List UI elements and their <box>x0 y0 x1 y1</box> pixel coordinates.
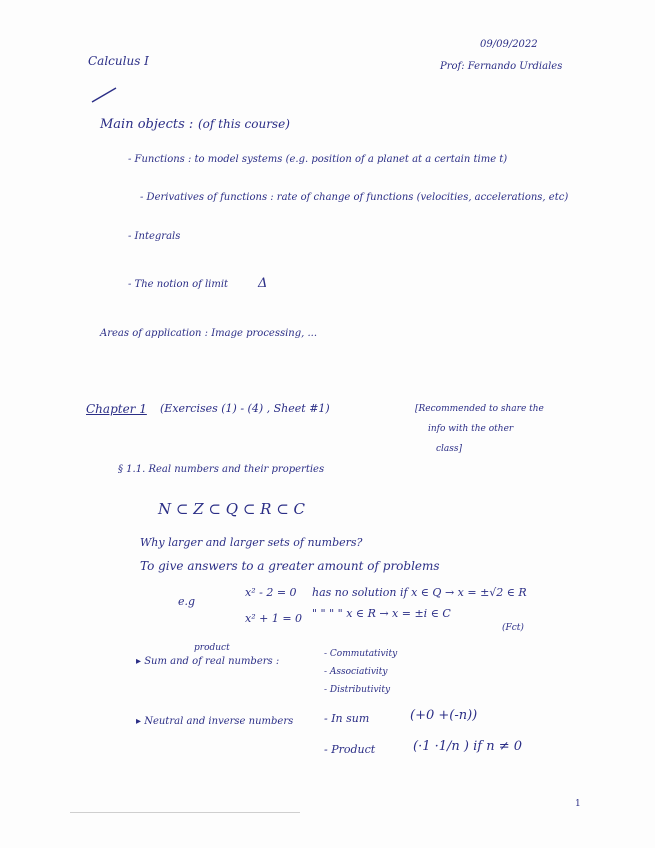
recommendation-line-1: [Recommended to share the <box>415 404 544 414</box>
main-objects-title: Main objects : <box>100 117 194 132</box>
property-distributivity: - Distributivity <box>324 685 391 695</box>
professor-name: Prof: Fernando Urdiales <box>440 61 563 72</box>
why-question: Why larger and larger sets of numbers? <box>140 536 363 549</box>
number-sets-chain: N ⊂ Z ⊂ Q ⊂ R ⊂ C <box>158 500 306 518</box>
main-objects-subtitle: (of this course) <box>198 117 290 131</box>
equation-1-right: has no solution if x ∈ Q → x = ±√2 ∈ R <box>312 586 527 599</box>
property-commutativity: - Commutativity <box>324 649 398 659</box>
recommendation-line-2: info with the other <box>428 424 514 434</box>
pen-stroke-mark <box>90 86 120 106</box>
equation-2-right: " " " " x ∈ R → x = ±i ∈ C <box>312 607 451 620</box>
item-derivatives: - Derivatives of functions : rate of change of functions (velocities, accelerations, etc) <box>140 192 569 203</box>
example-label: e.g <box>178 595 196 608</box>
neutral-inverse-label: ▸ Neutral and inverse numbers <box>136 716 294 727</box>
equation-1-left: x² - 2 = 0 <box>245 586 297 599</box>
item-functions: - Functions : to model systems (e.g. position of a planet at a certain time t) <box>128 154 508 165</box>
sum-product-label: ▸ Sum and of real numbers : <box>136 656 280 667</box>
equation-2-left: x² + 1 = 0 <box>245 612 303 625</box>
in-sum-label: - In sum <box>324 712 370 725</box>
areas-of-application: Areas of application : Image processing, ... <box>100 328 318 339</box>
property-associativity: - Associativity <box>324 667 388 677</box>
date-text: 09/09/2022 <box>480 39 538 50</box>
section-title: § 1.1. Real numbers and their properties <box>118 464 325 475</box>
page-number: 1 <box>575 799 581 809</box>
product-word: product <box>194 643 230 653</box>
course-title: Calculus I <box>88 54 149 68</box>
product-label: - Product <box>324 743 376 756</box>
equation-2-note: (Fct) <box>502 623 524 633</box>
answer-line: To give answers to a greater amount of problems <box>140 559 440 573</box>
in-sum-value: (+0 +(-n)) <box>410 708 478 723</box>
page-bottom-rule <box>70 812 300 813</box>
item-limit: - The notion of limit <box>128 279 229 290</box>
recommendation-line-3: class] <box>436 444 463 454</box>
chapter-heading: Chapter 1 <box>86 402 147 416</box>
chapter-exercises: (Exercises (1) - (4) , Sheet #1) <box>160 402 330 415</box>
item-integrals: - Integrals <box>128 231 181 242</box>
limit-triangle-mark: Δ <box>258 276 268 291</box>
product-value: (·1 ·1/n ) if n ≠ 0 <box>413 739 523 754</box>
